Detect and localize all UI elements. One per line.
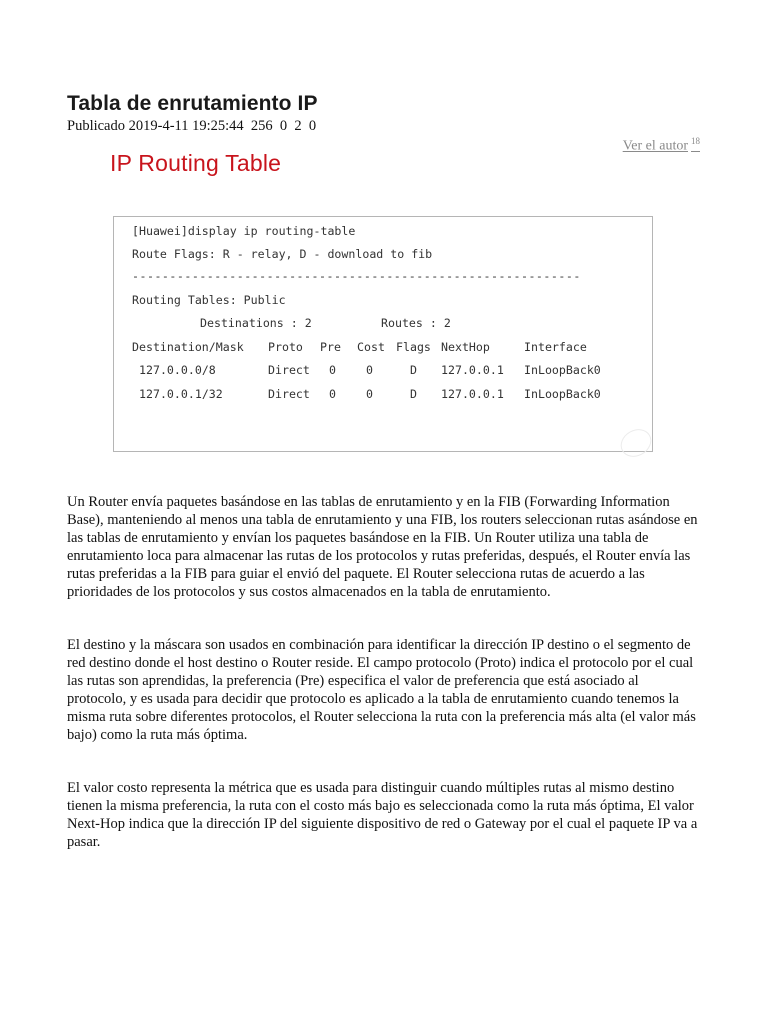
author-count: 18	[691, 136, 700, 146]
col-proto: Proto	[268, 340, 303, 354]
cell-flags: D	[410, 387, 417, 401]
cell-pre: 0	[329, 387, 336, 401]
separator-line: ------------------------------------------------------------	[132, 269, 581, 283]
view-author-label: Ver el autor	[622, 138, 688, 154]
figure-title: IP Routing Table	[110, 150, 282, 176]
command-line: [Huawei]display ip routing-table	[132, 224, 356, 238]
cell-cost: 0	[366, 387, 373, 401]
cell-nexthop: 127.0.0.1	[441, 363, 504, 377]
paragraph-cost-nexthop: El valor costo representa la métrica que es usada para distinguir cuando múltiples rutas al mismo destino tienen la misma preferencia, la ruta con el costo más bajo es seleccionada como la ruta más óptima, El valor Next-Hop indica que la dirección IP del siguiente dispositivo de red o Gateway por el cual el paquete IP va a pasar.	[67, 780, 698, 850]
cell-cost: 0	[366, 363, 373, 377]
col-flags: Flags	[396, 340, 431, 354]
cell-flags: D	[410, 363, 417, 377]
publish-meta: Publicado 2019-4-11 19:25:44 256 0 2 0	[67, 118, 317, 134]
col-pre: Pre	[320, 340, 341, 354]
route-flags-line: Route Flags: R - relay, D - download to fib	[132, 247, 433, 261]
cell-pre: 0	[329, 363, 336, 377]
col-interface: Interface	[524, 340, 587, 354]
view-author-link[interactable]	[623, 136, 700, 155]
paragraph-router-fib: Un Router envía paquetes basándose en las tablas de enrutamiento y en la FIB (Forwarding Information Base), manteniendo al menos una tabla de enrutamiento y una FIB, los routers seleccionan rutas asándose en las tablas de enrutamiento y envían los paquetes basándose en la FIB. Un Router utiliza una tabla de enrutamiento loca para almacenar las rutas de los protocolos y rutas preferidas, después, el Router envía las rutas preferidas a la FIB para guiar el envió del paquete. El Router selecciona rutas de acuerdo a las prioridades de los protocolos y sus costos almacenados en la tabla de enrutamiento.	[67, 494, 698, 600]
col-cost: Cost	[357, 340, 385, 354]
destinations-count: Destinations : 2	[200, 316, 312, 330]
cell-destination: 127.0.0.1/32	[139, 387, 223, 401]
cell-proto: Direct	[268, 363, 310, 377]
cell-interface: InLoopBack0	[524, 387, 601, 401]
routing-tables-line: Routing Tables: Public	[132, 293, 286, 307]
cell-destination: 127.0.0.0/8	[139, 363, 216, 377]
page-title: Tabla de enrutamiento IP	[67, 92, 318, 115]
paragraph-destination-mask: El destino y la máscara son usados en combinación para identificar la dirección IP destino o el segmento de red destino donde el host destino o Router reside. El campo protocolo (Proto) indica el protocolo por el cual las rutas son aprendidas, la preferencia (Pre) especifica el valor de preferencia que está asociado al protocolo, y es usada para decidir que protocolo es aplicado a la tabla de enrutamiento cuando tenemos la misma ruta sobre diferentes protocolos, el Router selecciona la ruta con la preferencia más alta (el valor más bajo) como la ruta más óptima.	[67, 637, 696, 743]
col-nexthop: NextHop	[441, 340, 490, 354]
cell-nexthop: 127.0.0.1	[441, 387, 504, 401]
cell-interface: InLoopBack0	[524, 363, 601, 377]
cell-proto: Direct	[268, 387, 310, 401]
routes-count: Routes : 2	[381, 316, 451, 330]
routing-table-figure	[113, 216, 653, 452]
col-destination: Destination/Mask	[132, 340, 244, 354]
